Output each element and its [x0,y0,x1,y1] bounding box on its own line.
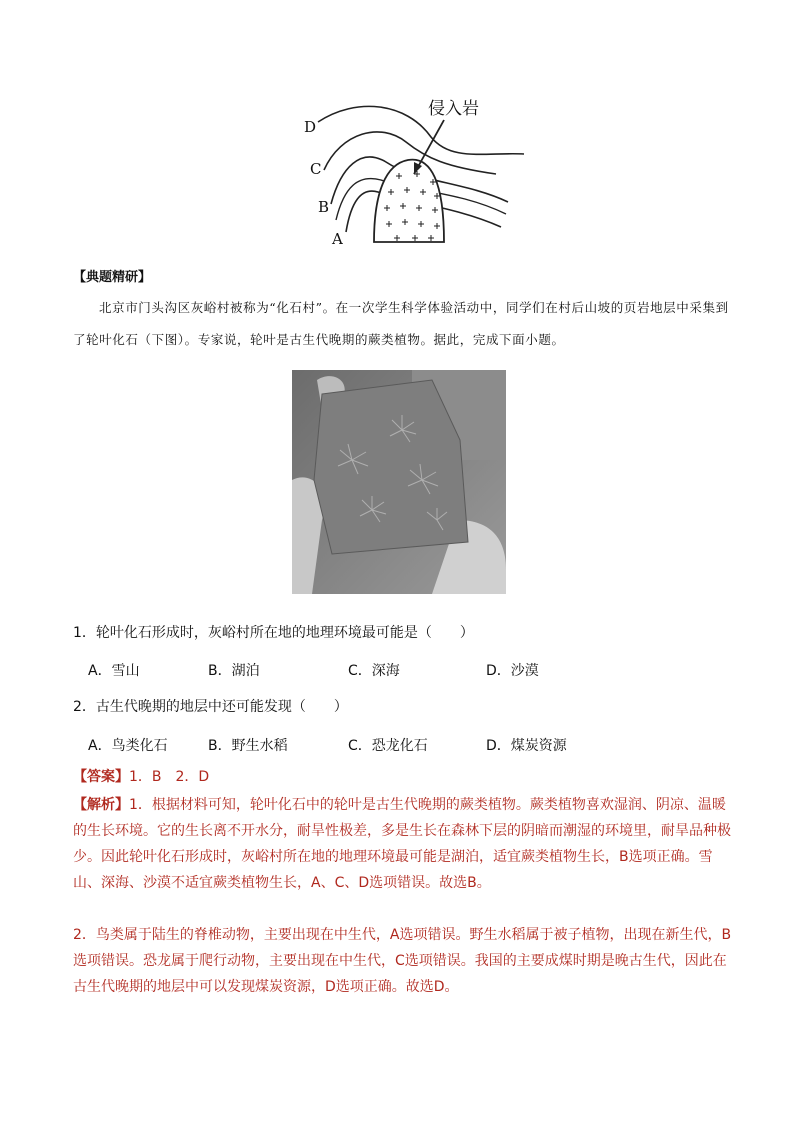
intrusive-body [374,160,444,242]
label-layer-c: C [310,160,322,178]
analysis-paragraph-2: 2．鸟类属于陆生的脊椎动物，主要出现在中生代，A选项错误。野生水稻属于被子植物，出现在新生代，B选项错误。恐龙属于爬行动物，主要出现在中生代，C选项错误。我国的主要成煤时期是晚古生代，因此在古生代晚期的地层中可以发现煤炭资源，D选项正确。故选D。 [73,927,732,995]
answer-line [73,766,209,786]
answer-tag: 【答案】 [73,769,129,785]
question-2-option-d: D．煤炭资源 [486,738,567,754]
rock-layer-diagram [296,92,526,252]
passage-text: 北京市门头沟区灰峪村被称为“化石村”。在一次学生科学体验活动中，同学们在村后山坡的页岩地层中采集到了轮叶化石（下图）。专家说，轮叶是古生代晚期的蕨类植物。据此，完成下面小题。 [73,300,729,347]
fossil-photo [292,370,506,594]
label-layer-b: B [318,198,330,216]
analysis-tag: 【解析】 [73,797,129,813]
question-1-option-d: D．沙漠 [486,663,539,679]
label-layer-a: A [332,230,343,248]
label-intrusive-rock: 侵入岩 [428,99,479,119]
question-2-option-c: C．恐龙化石 [348,738,428,754]
section-heading: 【典题精研】 [73,270,152,285]
analysis-paragraph-1 [73,792,733,896]
question-1-option-a: A．雪山 [88,663,140,679]
question-2-stem: 2．古生代晚期的地层中还可能发现（ ） [73,699,348,715]
layer-d-line [318,106,524,154]
question-1-option-c: C．深海 [348,663,400,679]
analysis-text-1: 1．根据材料可知，轮叶化石中的轮叶是古生代晚期的蕨类植物。蕨类植物喜欢湿润、阴凉、温暖的生长环境。它的生长离不开水分，耐旱性极差，多是生长在森林下层的阴暗而潮湿的环境里，耐旱品种极少。因此轮叶化石形成时，灰峪村所在地的地理环境最可能是湖泊，适宜蕨类植物生长，B选项正确。雪山、深海、沙漠不适宜蕨类植物生长，A、C、D选项错误。故选B。 [73,797,731,891]
answer-text: 1．B 2．D [129,769,210,785]
label-layer-d: D [304,118,317,136]
question-1-stem: 1．轮叶化石形成时，灰峪村所在地的地理环境最可能是（ ） [73,625,474,641]
question-2-option-a: A．鸟类化石 [88,738,168,754]
question-2-option-b: B．野生水稻 [208,738,288,754]
question-1-option-b: B．湖泊 [208,663,260,679]
